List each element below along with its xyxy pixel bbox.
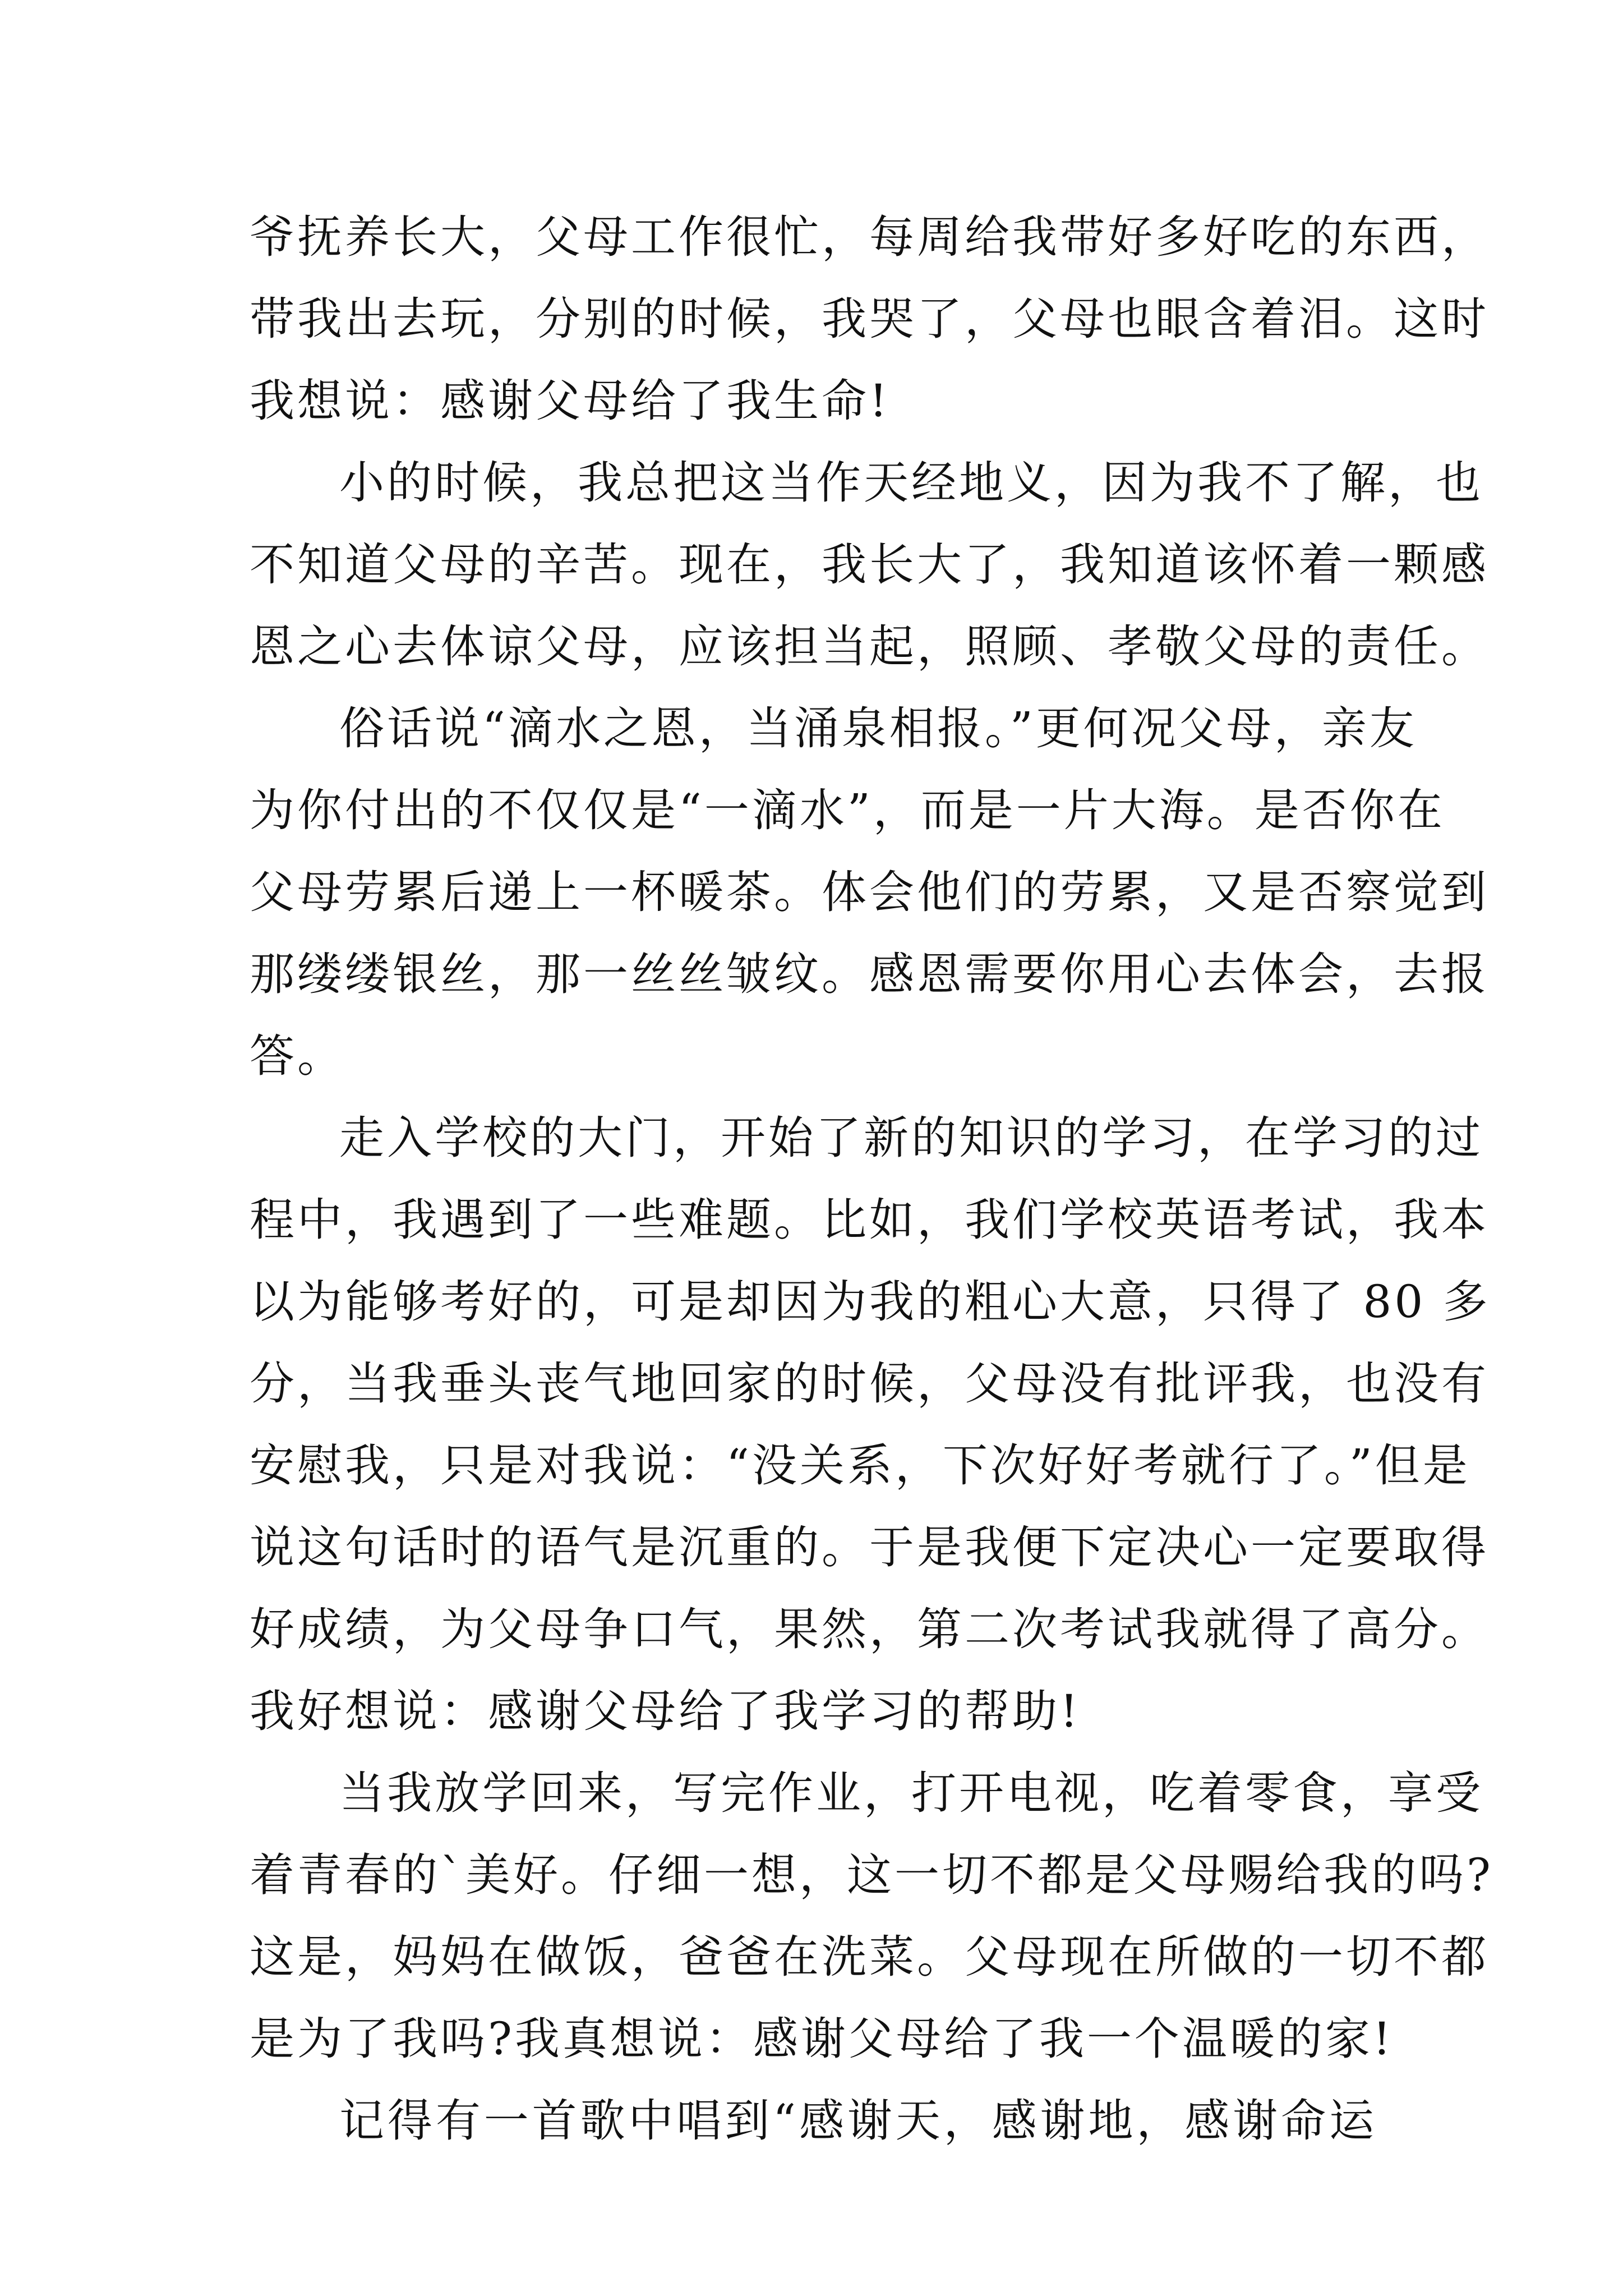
text-line: 分，当我垂头丧气地回家的时候，父母没有批评我，也没有 — [250, 1358, 1489, 1410]
paragraph-4 — [250, 1097, 1491, 1752]
text-line: 着青春的`美好。仔细一想，这一切不都是父母赐给我的吗? — [250, 1849, 1493, 1901]
text-line: 带我出去玩，分别的时候，我哭了，父母也眼含着泪。这时 — [250, 293, 1489, 345]
text-line: 程中，我遇到了一些难题。比如，我们学校英语考试，我本 — [250, 1194, 1489, 1246]
text-line: 俗话说“滴水之恩，当涌泉相报。”更何况父母，亲友 — [339, 702, 1417, 754]
text-line: 我好想说：感谢父母给了我学习的帮助! — [250, 1685, 1081, 1737]
text-line: 为你付出的不仅仅是“一滴水”，而是一片大海。是否你在 — [250, 784, 1445, 836]
paragraph-5 — [250, 1752, 1493, 2080]
text-line: 安慰我，只是对我说：“没关系，下次好好考就行了。”但是 — [250, 1439, 1470, 1492]
document-body — [250, 196, 1493, 2162]
text-line: 记得有一首歌中唱到“感谢天，感谢地，感谢命运 — [339, 2095, 1377, 2147]
text-line: 我想说：感谢父母给了我生命! — [250, 375, 891, 427]
text-line: 以为能够考好的，可是却因为我的粗心大意，只得了 80 多 — [250, 1276, 1491, 1328]
paragraph-1 — [250, 196, 1489, 442]
paragraph-2 — [250, 442, 1489, 688]
text-line: 当我放学回来，写完作业，打开电视，吃着零食，享受 — [339, 1767, 1483, 1819]
text-line: 说这句话时的语气是沉重的。于是我便下定决心一定要取得 — [250, 1521, 1489, 1573]
text-line: 走入学校的大门，开始了新的知识的学习，在学习的过 — [339, 1112, 1483, 1164]
text-line: 爷抚养长大，父母工作很忙，每周给我带好多好吃的东西， — [250, 211, 1489, 263]
text-line: 父母劳累后递上一杯暖茶。体会他们的劳累，又是否察觉到 — [250, 866, 1489, 918]
paragraph-3 — [250, 688, 1489, 1097]
text-line: 不知道父母的辛苦。现在，我长大了，我知道该怀着一颗感 — [250, 539, 1489, 591]
paragraph-6 — [250, 2080, 1377, 2162]
text-line: 恩之心去体谅父母，应该担当起，照顾、孝敬父母的责任。 — [250, 620, 1489, 673]
text-line: 小的时候，我总把这当作天经地义，因为我不了解，也 — [339, 457, 1483, 509]
text-line: 是为了我吗?我真想说：感谢父母给了我一个温暖的家! — [250, 2013, 1394, 2065]
text-line: 这是，妈妈在做饭，爸爸在洗菜。父母现在所做的一切不都 — [250, 1931, 1489, 1983]
text-line: 答。 — [250, 1030, 345, 1082]
text-line: 好成绩，为父母争口气，果然，第二次考试我就得了高分。 — [250, 1603, 1489, 1655]
text-line: 那缕缕银丝，那一丝丝皱纹。感恩需要你用心去体会，去报 — [250, 948, 1489, 1000]
